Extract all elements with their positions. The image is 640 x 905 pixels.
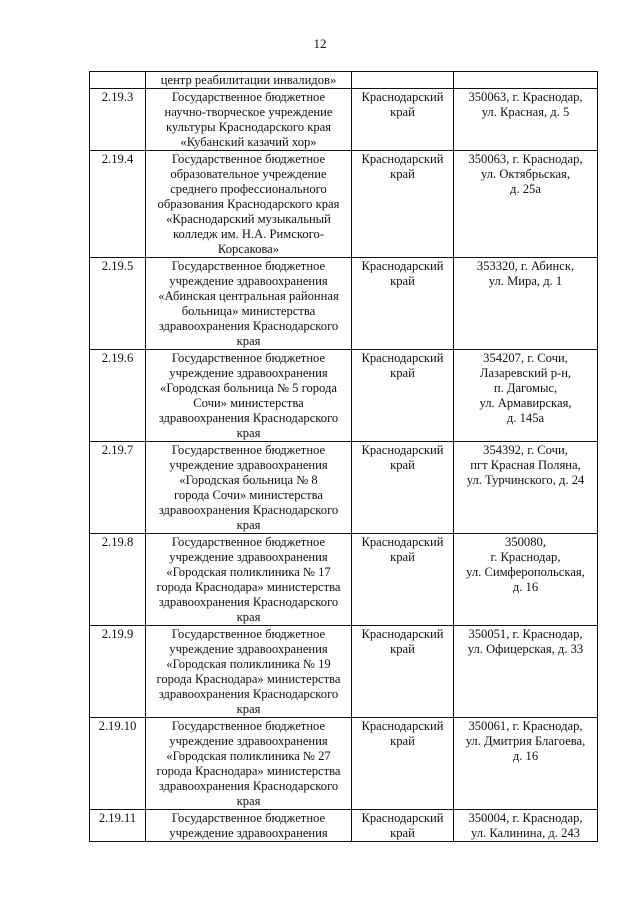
name-line: города Сочи» министерства <box>173 488 324 502</box>
region-cell <box>352 350 454 442</box>
name-line: здравоохранения Краснодарского <box>158 503 339 517</box>
name-line: Государственное бюджетное <box>171 152 326 166</box>
institution-name-cell <box>146 72 352 89</box>
address-line: 350051, г. Краснодар, <box>468 627 583 641</box>
address-line: ул. Турчинского, д. 24 <box>466 473 585 487</box>
name-line: Государственное бюджетное <box>171 351 326 365</box>
address-line: 350063, г. Краснодар, <box>468 90 583 104</box>
address-cell <box>454 350 598 442</box>
address-line: ул. Армавирская, <box>479 396 572 410</box>
region-line: край <box>390 366 415 380</box>
row-number-cell: 2.19.10 <box>90 718 146 810</box>
region-cell <box>352 534 454 626</box>
name-line: учреждение здравоохранения <box>169 642 328 656</box>
address-line: 350061, г. Краснодар, <box>468 719 583 733</box>
region-line: край <box>390 826 415 840</box>
address-line: д. 145а <box>506 411 545 425</box>
name-line: города Краснодара» министерства <box>156 580 341 594</box>
region-line: край <box>390 550 415 564</box>
address-line: ул. Симферопольская, <box>466 565 585 579</box>
region-line: Краснодарский <box>361 627 444 641</box>
name-line: «Городская больница № 5 города <box>160 381 337 395</box>
row-number-cell: 2.19.4 <box>90 151 146 258</box>
address-line: г. Краснодар, <box>490 550 561 564</box>
region-line: Краснодарский <box>361 719 444 733</box>
name-line: учреждение здравоохранения <box>169 826 328 840</box>
table-row <box>90 810 598 842</box>
institution-name-cell <box>146 442 352 534</box>
name-line: больница» министерства <box>181 304 316 318</box>
registry-table-body <box>90 72 598 842</box>
name-line: края <box>236 794 261 808</box>
row-number-cell: 2.19.6 <box>90 350 146 442</box>
region-cell <box>352 626 454 718</box>
name-line: «Кубанский казачий хор» <box>180 135 317 149</box>
name-line: города Краснодара» министерства <box>156 672 341 686</box>
name-line: края <box>236 702 261 716</box>
table-row <box>90 89 598 151</box>
address-cell <box>454 151 598 258</box>
region-line: Краснодарский <box>361 811 444 825</box>
institution-name-cell <box>146 258 352 350</box>
institution-name-cell <box>146 151 352 258</box>
name-line: колледж им. Н.А. Римского- <box>173 227 324 241</box>
row-number-cell: 2.19.9 <box>90 626 146 718</box>
name-line: здравоохранения Краснодарского <box>158 411 339 425</box>
region-line: край <box>390 734 415 748</box>
name-line: «Городская поликлиника № 27 <box>166 749 331 763</box>
name-line: здравоохранения Краснодарского <box>158 687 339 701</box>
name-line: края <box>236 334 261 348</box>
region-line: край <box>390 167 415 181</box>
name-line: Государственное бюджетное <box>171 719 326 733</box>
address-cell <box>454 89 598 151</box>
name-line: «Абинская центральная районная <box>158 289 339 303</box>
institution-name-cell <box>146 626 352 718</box>
region-cell <box>352 718 454 810</box>
region-cell <box>352 442 454 534</box>
region-line: Краснодарский <box>361 259 444 273</box>
name-line: края <box>236 610 261 624</box>
row-number-cell: 2.19.11 <box>90 810 146 842</box>
name-line: учреждение здравоохранения <box>169 366 328 380</box>
address-line: д. 16 <box>512 749 539 763</box>
region-line: Краснодарский <box>361 90 444 104</box>
address-cell <box>454 72 598 89</box>
name-line: города Краснодара» министерства <box>156 764 341 778</box>
row-number-cell: 2.19.3 <box>90 89 146 151</box>
region-line: Краснодарский <box>361 351 444 365</box>
table-row <box>90 258 598 350</box>
address-line: ул. Дмитрия Благоева, <box>465 734 586 748</box>
institution-name-cell <box>146 350 352 442</box>
name-line: учреждение здравоохранения <box>169 734 328 748</box>
name-line: «Городская поликлиника № 19 <box>166 657 331 671</box>
institution-name-cell <box>146 718 352 810</box>
address-line: 350063, г. Краснодар, <box>468 152 583 166</box>
address-line: ул. Офицерская, д. 33 <box>467 642 584 656</box>
region-line: Краснодарский <box>361 443 444 457</box>
name-line: научно-творческое учреждение <box>164 105 333 119</box>
name-line: края <box>236 518 261 532</box>
name-line: Государственное бюджетное <box>171 443 326 457</box>
institution-name-cell <box>146 89 352 151</box>
address-line: д. 25а <box>510 182 541 196</box>
table-row <box>90 72 598 89</box>
name-line: центр реабилитации инвалидов» <box>160 73 337 87</box>
name-line: образовательное учреждение <box>170 167 327 181</box>
institution-name-cell <box>146 534 352 626</box>
region-cell <box>352 810 454 842</box>
institution-name-cell <box>146 810 352 842</box>
region-line: Краснодарский <box>361 535 444 549</box>
region-line: край <box>390 274 415 288</box>
address-cell <box>454 718 598 810</box>
address-line: 350080, <box>505 535 546 549</box>
name-line: образования Краснодарского края <box>157 197 340 211</box>
name-line: «Городская больница № 8 <box>179 473 318 487</box>
address-line: 350004, г. Краснодар, <box>468 811 583 825</box>
name-line: учреждение здравоохранения <box>169 458 328 472</box>
region-line: край <box>390 642 415 656</box>
name-line: Государственное бюджетное <box>171 259 326 273</box>
row-number-cell: 2.19.5 <box>90 258 146 350</box>
name-line: Государственное бюджетное <box>171 627 326 641</box>
name-line: «Городская поликлиника № 17 <box>166 565 331 579</box>
row-number-cell <box>90 72 146 89</box>
name-line: среднего профессионального <box>170 182 327 196</box>
table-row <box>90 718 598 810</box>
row-number-cell: 2.19.8 <box>90 534 146 626</box>
name-line: здравоохранения Краснодарского <box>158 779 339 793</box>
region-line: Краснодарский <box>361 152 444 166</box>
table-row <box>90 350 598 442</box>
region-cell <box>352 258 454 350</box>
name-line: края <box>236 426 261 440</box>
address-line: пгт Красная Поляна, <box>470 458 581 472</box>
address-line: 354392, г. Сочи, <box>483 443 568 457</box>
registry-table <box>89 71 598 842</box>
address-line: ул. Калинина, д. 243 <box>471 826 580 840</box>
address-line: Лазаревский р-н, <box>479 366 572 380</box>
region-cell <box>352 89 454 151</box>
region-cell <box>352 72 454 89</box>
name-line: Корсакова» <box>217 242 280 256</box>
address-line: 354207, г. Сочи, <box>483 351 568 365</box>
address-cell <box>454 626 598 718</box>
region-line: край <box>390 458 415 472</box>
region-line: край <box>390 105 415 119</box>
region-cell <box>352 151 454 258</box>
address-line: ул. Красная, д. 5 <box>481 105 570 119</box>
table-row <box>90 626 598 718</box>
name-line: Государственное бюджетное <box>171 535 326 549</box>
name-line: Государственное бюджетное <box>171 90 326 104</box>
name-line: «Краснодарский музыкальный <box>166 212 331 226</box>
address-cell <box>454 258 598 350</box>
name-line: Сочи» министерства <box>193 396 304 410</box>
name-line: учреждение здравоохранения <box>169 274 328 288</box>
name-line: здравоохранения Краснодарского <box>158 595 339 609</box>
name-line: учреждение здравоохранения <box>169 550 328 564</box>
name-line: Государственное бюджетное <box>171 811 326 825</box>
name-line: здравоохранения Краснодарского <box>158 319 339 333</box>
address-cell <box>454 810 598 842</box>
address-line: ул. Октябрьская, <box>481 167 570 181</box>
table-row <box>90 151 598 258</box>
address-line: ул. Мира, д. 1 <box>488 274 563 288</box>
table-row <box>90 534 598 626</box>
name-line: культуры Краснодарского края <box>165 120 332 134</box>
address-cell <box>454 534 598 626</box>
address-line: д. 16 <box>512 580 539 594</box>
address-line: п. Дагомыс, <box>493 381 558 395</box>
page-number: 12 <box>313 36 327 51</box>
row-number-cell: 2.19.7 <box>90 442 146 534</box>
table-row <box>90 442 598 534</box>
address-cell <box>454 442 598 534</box>
address-line: 353320, г. Абинск, <box>476 259 575 273</box>
